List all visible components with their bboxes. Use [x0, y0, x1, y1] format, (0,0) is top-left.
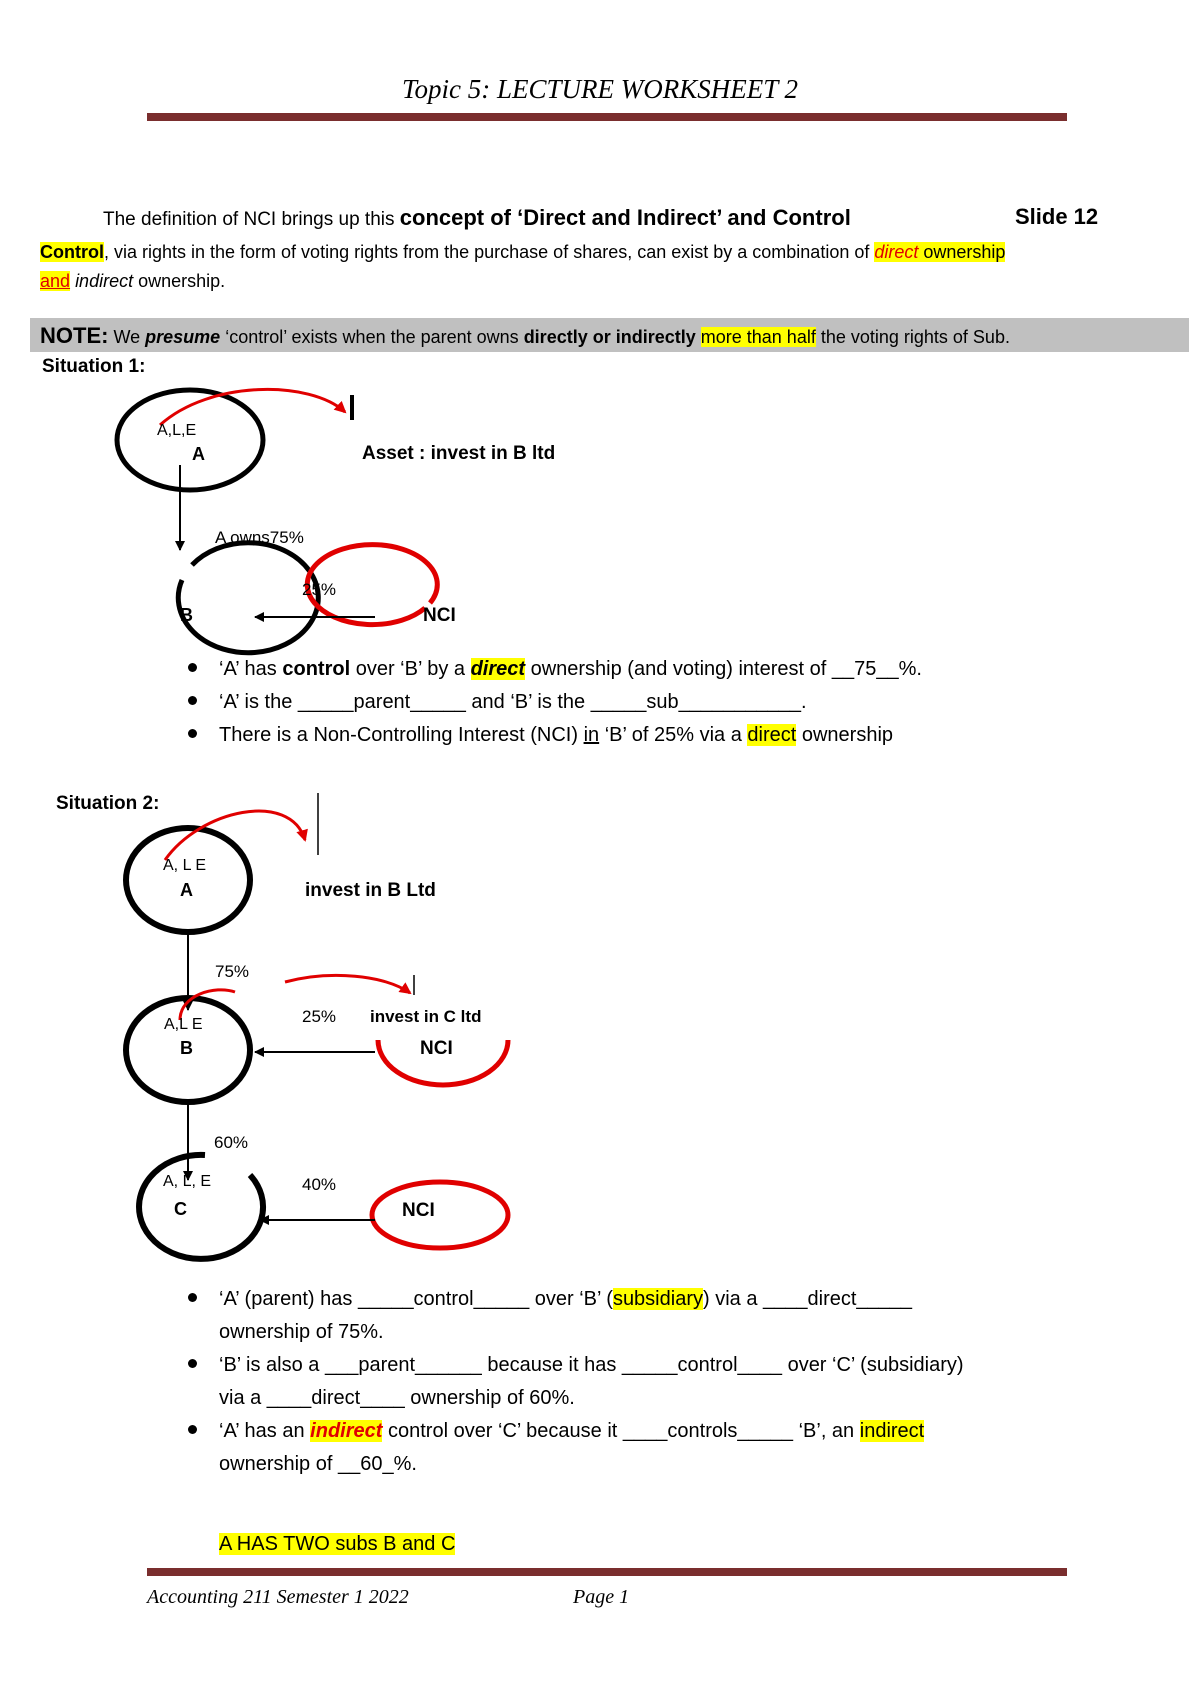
s2-bullet-2 — [188, 1349, 1088, 1382]
s2-bullet-3-cont: ownership of __60_%. — [219, 1453, 417, 1475]
s2-b3-indirect-hl: indirect — [859, 1420, 925, 1442]
s2-b2-a: ‘B’ is also a ___parent______ because it has _____control____ over ‘C’ (subsidiary) — [219, 1354, 964, 1376]
s1-b3-t2: ‘B’ of 25% via a — [599, 724, 748, 746]
more-than-half: more than half — [700, 327, 816, 347]
s1-b1-t3: ownership (and voting) interest of __75__%. — [525, 658, 922, 680]
ownership-word-2: ownership. — [133, 271, 226, 291]
s2-b3-a: ‘A’ has an — [219, 1420, 311, 1442]
s1-b3-direct: direct — [747, 724, 797, 746]
s1-node-a-label: A — [192, 444, 205, 464]
slide-reference: Slide 12 — [1015, 204, 1099, 229]
s2-b1-a: ‘A’ (parent) has _____control_____ over ‘B’ ( — [219, 1288, 613, 1310]
s2-pct-bc: 60% — [214, 1133, 249, 1152]
s1-node-a-sub: A,L,E — [157, 422, 197, 439]
s2-pct-nci-c: 40% — [302, 1175, 337, 1194]
s2-b1-subsidiary: subsidiary — [612, 1288, 703, 1310]
s1-b3-t3: ownership — [796, 724, 894, 746]
s1-node-b-label: B — [180, 605, 193, 625]
s1-owns-label: A owns75% — [215, 528, 304, 547]
s1-nci-pct: 25% — [302, 580, 337, 599]
s2-b3-b: control over ‘C’ because it ____controls_____ ‘B’, an — [382, 1420, 860, 1442]
s1-bullet-list — [188, 653, 922, 752]
control-word: Control — [40, 242, 104, 262]
situation-2-heading: Situation 2: — [56, 793, 160, 814]
note-t2: ‘control’ exists when the parent owns — [220, 327, 524, 347]
s2-invest-c: invest in C ltd — [370, 1007, 482, 1026]
s2-summary-text: A HAS TWO subs B and C — [219, 1533, 456, 1555]
s1-bullet-3 — [188, 719, 922, 752]
intro-body: , via rights in the form of voting rights from the purchase of shares, can exist by a combination of — [103, 242, 875, 262]
s2-red-curve-a — [165, 811, 305, 860]
s2-pct-nci-b: 25% — [302, 1007, 337, 1026]
s2-b1-b: ) via a ____direct_____ — [702, 1288, 913, 1310]
s2-node-c-sub: A, L, E — [163, 1173, 212, 1190]
s2-nci-c-node — [372, 1182, 508, 1248]
s2-node-b-sub: A,L E — [164, 1016, 203, 1033]
s1-b1-direct: direct — [470, 658, 526, 680]
s2-bullet-list — [188, 1283, 1088, 1481]
indirect-word: indirect — [75, 271, 134, 291]
s2-b3-indirect-red: indirect — [310, 1420, 383, 1442]
s1-red-curve — [160, 389, 345, 425]
s1-bullet-1 — [188, 653, 922, 686]
s1-b2-text: ‘A’ is the _____parent_____ and ‘B’ is the _____sub___________. — [219, 691, 807, 713]
s1-b3-t1: There is a Non-Controlling Interest (NCI) — [219, 724, 584, 746]
s2-red-curve-b — [285, 975, 410, 993]
and-word: and — [40, 271, 71, 291]
s1-b3-in: in — [583, 724, 600, 746]
footer-course: Accounting 211 Semester 1 2022 — [147, 1586, 409, 1608]
s2-summary — [219, 1528, 455, 1561]
intro-text: The definition of NCI brings up this — [103, 209, 400, 230]
s2-invest-b: invest in B Ltd — [305, 880, 436, 901]
s1-bullet-2 — [188, 686, 922, 719]
s2-nci-c-label: NCI — [402, 1200, 435, 1221]
presume-word: presume — [145, 327, 221, 347]
page-title: Topic 5: LECTURE WORKSHEET 2 — [401, 74, 799, 104]
s1-b1-t1: ‘A’ has — [219, 658, 283, 680]
s1-b1-t2: over ‘B’ by a — [350, 658, 471, 680]
s2-bullet-1-cont: ownership of 75%. — [219, 1321, 384, 1343]
note-t1: We — [108, 327, 146, 347]
direct-indirect-word: directly or indirectly — [523, 327, 696, 347]
s2-nci-b-label: NCI — [420, 1038, 453, 1059]
s1-node-b — [178, 543, 318, 653]
note-t3: the voting rights of Sub. — [815, 327, 1010, 347]
footer-rule — [147, 1568, 1067, 1576]
s2-bullet-3 — [188, 1415, 1088, 1448]
ownership-word: ownership — [918, 242, 1006, 262]
s2-node-c — [139, 1155, 263, 1259]
s1-asset-label: Asset : invest in B ltd — [362, 443, 556, 464]
s2-node-a-sub: A, L E — [163, 857, 206, 874]
s2-node-b-label: B — [180, 1038, 193, 1058]
footer-page: Page 1 — [573, 1586, 630, 1608]
direct-word: direct — [874, 242, 919, 262]
s1-nci-label: NCI — [423, 605, 456, 626]
s2-node-a-label: A — [180, 880, 193, 900]
s2-node-c-label: C — [174, 1199, 187, 1219]
s2-pct-ab: 75% — [215, 962, 250, 981]
s1-b1-control: control — [282, 658, 351, 680]
note-label: NOTE: — [40, 323, 109, 348]
s2-bullet-2-cont: via a ____direct____ ownership of 60%. — [219, 1387, 575, 1409]
s2-bullet-1 — [188, 1283, 1088, 1316]
intro-concept: concept of ‘Direct and Indirect’ and Control — [399, 205, 851, 230]
situation-1-heading: Situation 1: — [42, 356, 146, 377]
